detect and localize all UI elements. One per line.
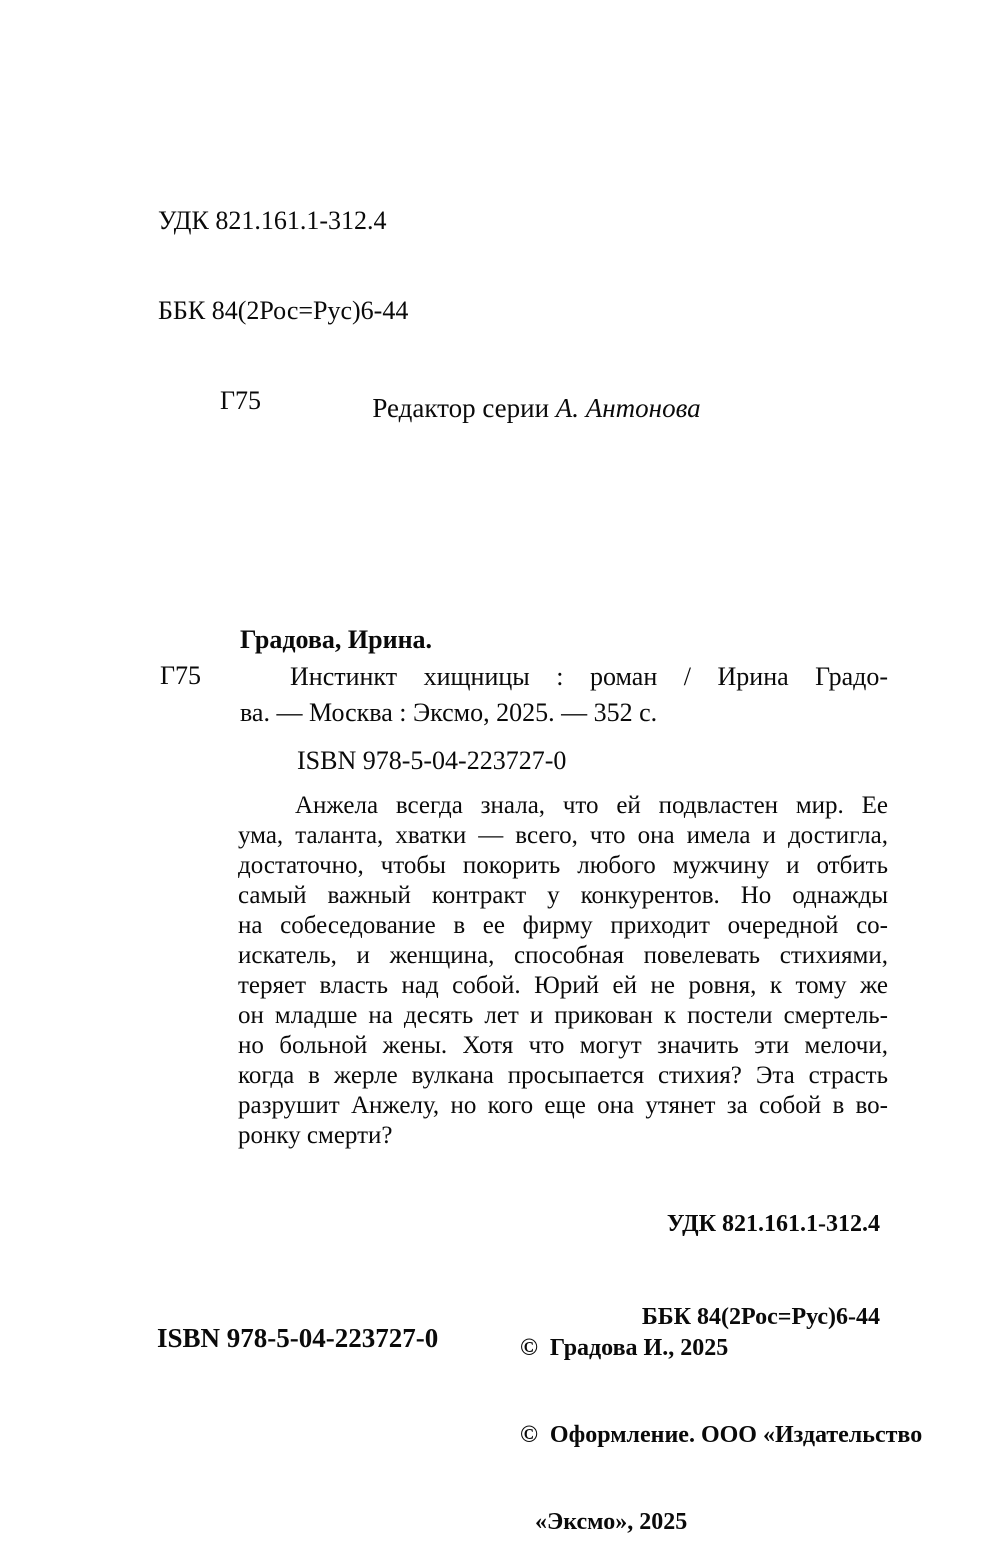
series-editor-name: А. Антонова (555, 393, 701, 423)
bbc-code-line: ББК 84(2Рос=Рус)6-44 (158, 296, 409, 325)
copyright-block (520, 1276, 922, 1562)
footer-isbn: ISBN 978-5-04-223727-0 (157, 1323, 439, 1353)
copyright-design-line: © Оформление. ООО «Издательство (520, 1422, 923, 1448)
annotation-line: теряет власть над собой. Юрий ей не ровня, к тому же (238, 972, 888, 999)
udc-code-line-bold: УДК 821.161.1-312.4 (666, 1211, 880, 1237)
card-author-heading: Градова, Ирина. (240, 625, 433, 654)
copyright-design-line-2: «Эксмо», 2025 (535, 1509, 688, 1535)
annotation-line: когда в жерле вулкана просыпается стихия? Эта страсть (238, 1062, 888, 1089)
catalog-card-sign: Г75 (160, 661, 202, 690)
annotation-line: ума, таланта, хватки — всего, что она имела и достигла, (238, 822, 888, 849)
bbc-code-line-bold: ББК 84(2Рос=Рус)6-44 (641, 1304, 880, 1330)
annotation-line: он младше на десять лет и прикован к постели смертель- (238, 1002, 888, 1029)
udc-code-line: УДК 821.161.1-312.4 (158, 206, 387, 235)
card-title-line-2: ва. — Москва : Эксмо, 2025. — 352 с. (240, 698, 658, 727)
catalog-card (240, 622, 888, 779)
series-editor-line (158, 362, 888, 455)
copyright-author-line: © Градова И., 2025 (520, 1335, 729, 1361)
author-sign-line: Г75 (220, 386, 262, 415)
card-isbn: ISBN 978-5-04-223727-0 (297, 745, 567, 775)
series-editor-label: Редактор серии (372, 393, 556, 423)
annotation-line: разрушит Анжелу, но кого еще она утянет за собой в во- (238, 1092, 888, 1119)
annotation-line: Анжела всегда знала, что ей подвластен мир. Ее (295, 792, 888, 819)
annotation-line: ронку смерти? (238, 1122, 393, 1149)
annotation-line: самый важный контракт у конкурентов. Но однажды (238, 882, 888, 909)
card-title-line-1: Инстинкт хищницы : роман / Ирина Градо- (290, 661, 888, 691)
annotation-line: но больной жены. Хотя что могут значить эти мелочи, (238, 1032, 888, 1059)
annotation-paragraph (238, 791, 888, 1151)
annotation-line: искатель, и женщина, способная повелевать стихиями, (238, 942, 888, 969)
annotation-line: на собеседование в ее фирму приходит очередной со- (238, 912, 888, 939)
annotation-line: достаточно, чтобы покорить любого мужчину и отбить (238, 852, 888, 879)
